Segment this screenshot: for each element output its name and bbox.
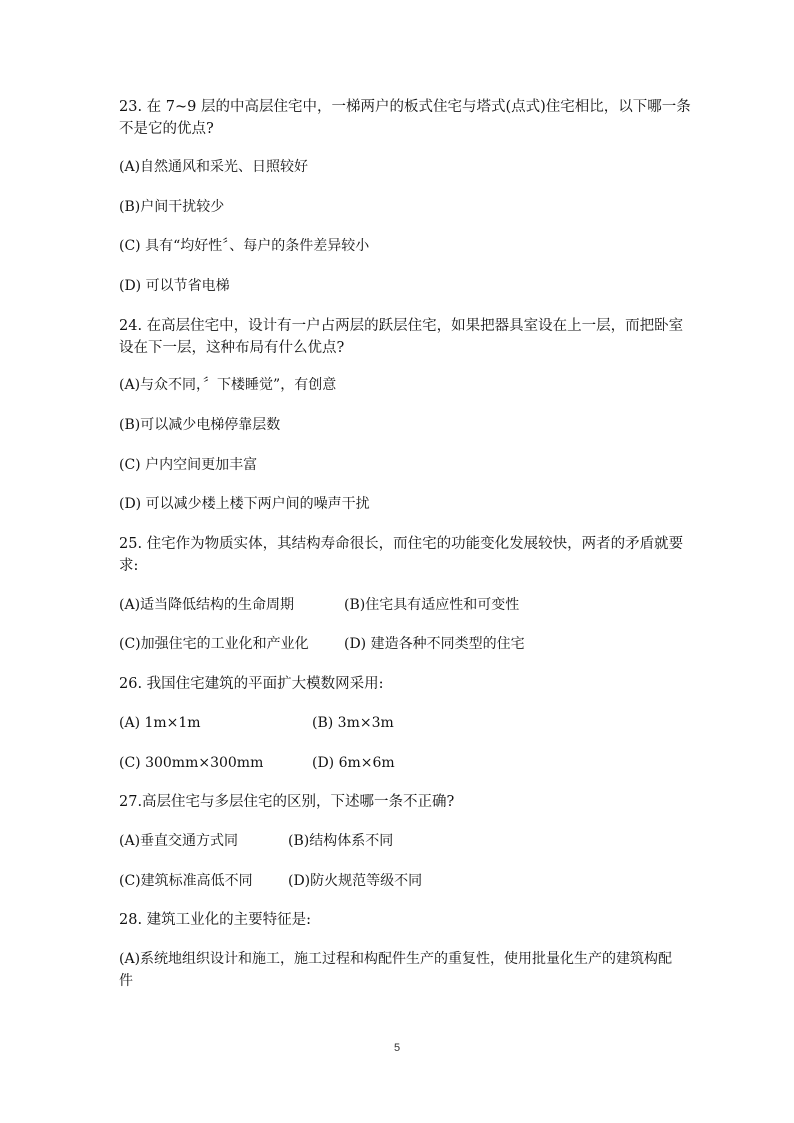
question-24-stem-line-2: 设在下一层，这种布局有什么优点? bbox=[119, 340, 345, 356]
question-25-option-d: (D) 建造各种不同类型的住宅 bbox=[344, 636, 525, 652]
question-26-option-d: (D) 6m×6m bbox=[312, 755, 395, 771]
question-23-option-d: (D) 可以节省电梯 bbox=[119, 278, 230, 294]
question-24-option-a: (A)与众不同，〞下楼睡觉”，有创意 bbox=[119, 377, 337, 393]
question-27-option-b: (B)结构体系不同 bbox=[288, 833, 394, 849]
question-23-stem-line-2: 不是它的优点? bbox=[119, 121, 214, 137]
question-26-stem-line-1: 26. 我国住宅建筑的平面扩大模数网采用: bbox=[119, 676, 384, 692]
question-28-option-a-line-1: (A)系统地组织设计和施工，施工过程和构配件生产的重复性，使用批量化生产的建筑构配 bbox=[119, 951, 673, 967]
question-26-option-a: (A) 1m×1m bbox=[119, 715, 201, 731]
question-27-option-d: (D)防火规范等级不同 bbox=[288, 873, 423, 889]
question-28-stem-line-1: 28. 建筑工业化的主要特征是: bbox=[119, 912, 312, 928]
question-24-option-c: (C) 户内空间更加丰富 bbox=[119, 457, 258, 473]
question-27-option-c: (C)建筑标准高低不同 bbox=[119, 873, 253, 889]
question-23-option-a: (A)自然通风和采光、日照较好 bbox=[119, 159, 309, 175]
question-23-stem-line-1: 23. 在 7~9 层的中高层住宅中，一梯两户的板式住宅与塔式(点式)住宅相比，以下哪一条 bbox=[119, 99, 691, 115]
question-25-option-b: (B)住宅具有适应性和可变性 bbox=[344, 597, 520, 613]
question-25-stem-line-1: 25. 住宅作为物质实体，其结构寿命很长，而住宅的功能变化发展较快，两者的矛盾就要 bbox=[119, 536, 684, 552]
question-25-stem-line-2: 求: bbox=[119, 558, 139, 574]
question-28-option-a-line-2: 件 bbox=[119, 973, 133, 989]
question-25-option-a: (A)适当降低结构的生命周期 bbox=[119, 597, 295, 613]
question-27-option-a: (A)垂直交通方式同 bbox=[119, 833, 239, 849]
question-25-option-c: (C)加强住宅的工业化和产业化 bbox=[119, 636, 309, 652]
question-23-option-b: (B)户间干扰较少 bbox=[119, 199, 225, 215]
question-23-option-c: (C) 具有“均好性〞、每户的条件差异较小 bbox=[119, 238, 370, 254]
question-24-stem-line-1: 24. 在高层住宅中，设计有一户占两层的跃层住宅，如果把器具室设在上一层，而把卧室 bbox=[119, 318, 684, 334]
question-24-option-b: (B)可以减少电梯停靠层数 bbox=[119, 417, 281, 433]
question-27-stem-line-1: 27.高层住宅与多层住宅的区别，下述哪一条不正确? bbox=[119, 794, 455, 810]
question-26-option-b: (B) 3m×3m bbox=[312, 715, 394, 731]
question-24-option-d: (D) 可以减少楼上楼下两户间的噪声干扰 bbox=[119, 496, 370, 512]
page-number: 5 bbox=[393, 1042, 401, 1054]
question-26-option-c: (C) 300mm×300mm bbox=[119, 755, 264, 771]
